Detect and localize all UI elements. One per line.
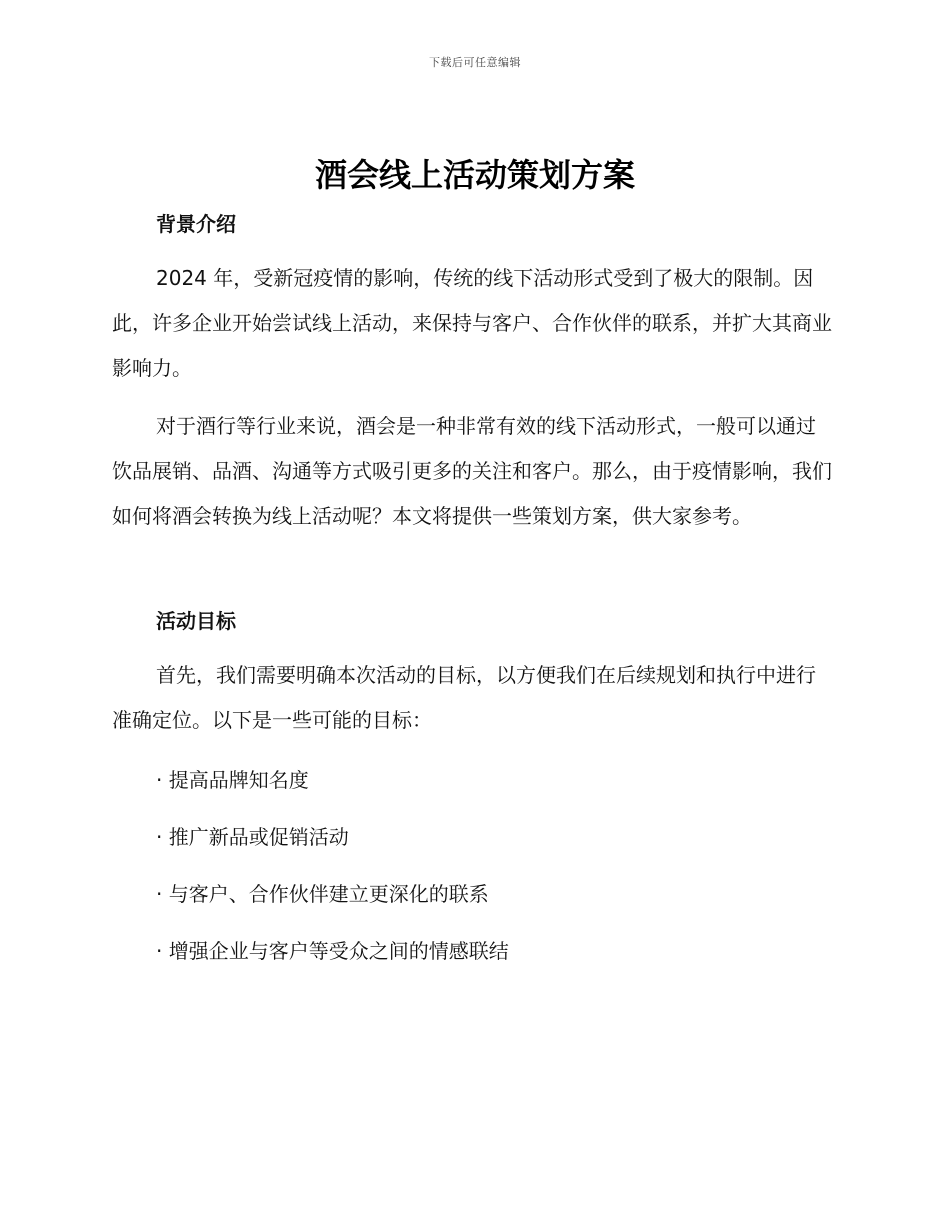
goal-list-item: · 提高品牌知名度 — [156, 768, 309, 792]
paragraph-goals-intro: 首先，我们需要明确本次活动的目标，以方便我们在后续规划和执行中进行准确定位。以下是一些可能的目标： — [112, 663, 816, 732]
document-title: 酒会线上活动策划方案 — [314, 156, 635, 194]
section-heading-goals: 活动目标 — [156, 609, 236, 633]
goal-list-item: · 推广新品或促销活动 — [156, 825, 349, 849]
paragraph-background-2: 对于酒行等行业来说，酒会是一种非常有效的线下活动形式，一般可以通过饮品展销、品酒、沟通等方式吸引更多的关注和客户。那么，由于疫情影响，我们如何将酒会转换为线上活动呢？本文将提供一些策划方案，供大家参考。 — [112, 414, 832, 528]
header-note: 下载后可任意编辑 — [429, 56, 521, 69]
goal-list-item: · 与客户、合作伙伴建立更深化的联系 — [156, 882, 489, 906]
goal-list-item: · 增强企业与客户等受众之间的情感联结 — [156, 939, 509, 963]
paragraph-background-1: 2024 年，受新冠疫情的影响，传统的线下活动形式受到了极大的限制。因此，许多企业开始尝试线上活动，来保持与客户、合作伙伴的联系，并扩大其商业影响力。 — [112, 266, 832, 380]
section-heading-background: 背景介绍 — [156, 212, 236, 236]
